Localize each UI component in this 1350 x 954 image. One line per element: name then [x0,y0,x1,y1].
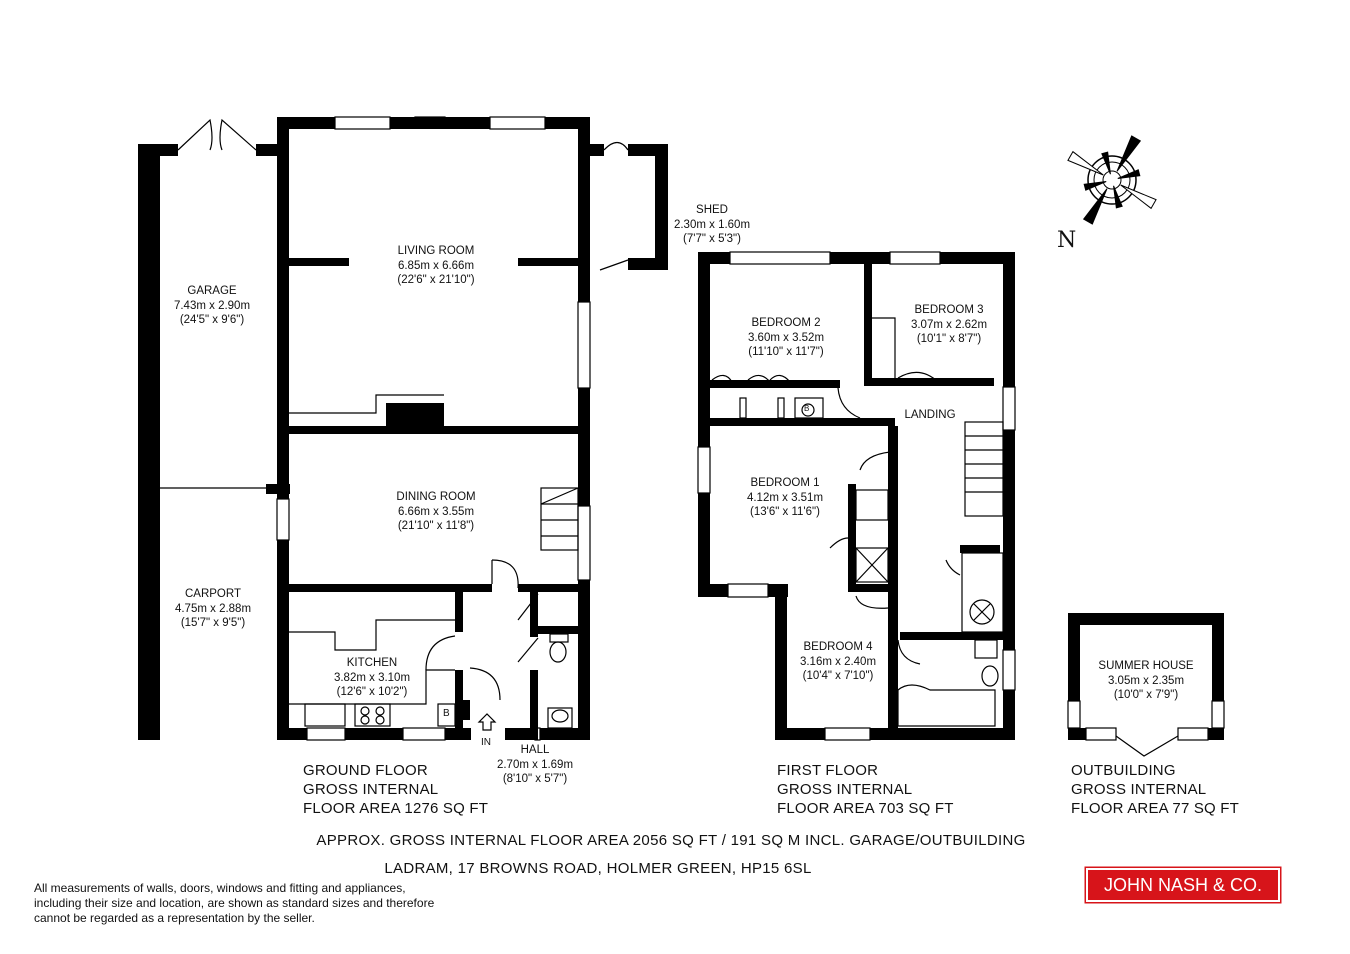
total-floor-area: APPROX. GROSS INTERNAL FLOOR AREA 2056 SQ FT / 191 SQ M INCL. GARAGE/OUTBUILDING [316,832,1026,849]
compass-rose-icon [1068,136,1156,224]
property-address: LADRAM, 17 BROWNS ROAD, HOLMER GREEN, HP15 6SL [384,860,812,877]
first-floor-area: FIRST FLOOR GROSS INTERNAL FLOOR AREA 703 SQ FT [777,762,954,817]
room-label-bedroom-2: BEDROOM 2 3.60m x 3.52m (11'10" x 11'7") [747,317,825,358]
room-label-shed: SHED 2.30m x 1.60m (7'7" x 5'3") [673,204,751,245]
boiler-marker-bedroom: B [804,404,810,413]
ground-floor-area: GROUND FLOOR GROSS INTERNAL FLOOR AREA 1276 SQ FT [303,762,489,817]
outbuilding-lines [1068,701,1224,756]
room-label-bedroom-4: BEDROOM 4 3.16m x 2.40m (10'4" x 7'10") [799,641,877,682]
room-label-carport: CARPORT 4.75m x 2.88m (15'7" x 9'5") [174,588,252,629]
entrance-marker: IN [481,737,491,748]
garage-outer-wall [138,144,160,740]
agent-logo: JOHN NASH & CO. [1088,870,1278,900]
bedroom-2-bottom-wall [710,380,840,388]
room-label-landing: LANDING [904,409,956,421]
room-label-garage: GARAGE 7.43m x 2.90m (24'5" x 9'6") [173,285,251,326]
disclaimer: All measurements of walls, doors, windows and fitting and appliances, including their size and location, are shown as standard sizes and therefore cannot be regarded as a representation by the seller. [34,881,435,925]
room-label-living-room: LIVING ROOM 6.85m x 6.66m (22'6" x 21'10") [397,245,475,286]
room-label-bedroom-1: BEDROOM 1 4.12m x 3.51m (13'6" x 11'6") [746,477,824,518]
room-label-hall: HALL 2.70m x 1.69m (8'10" x 5'7") [496,744,574,785]
room-label-dining-room: DINING ROOM 6.66m x 3.55m (21'10" x 11'8") [396,491,476,532]
outbuilding-floor-area: OUTBUILDING GROSS INTERNAL FLOOR AREA 77 SQ FT [1071,762,1240,817]
living-west-wall [277,117,289,499]
compass-north-label: N [1057,228,1077,253]
room-label-bedroom-3: BEDROOM 3 3.07m x 2.62m (10'1" x 8'7") [910,304,988,345]
room-label-kitchen: KITCHEN 3.82m x 3.10m (12'6" x 10'2") [333,657,411,698]
boiler-marker-kitchen: B [443,708,450,719]
room-label-summer-house: SUMMER HOUSE 3.05m x 2.35m (10'0" x 7'9") [1098,660,1194,701]
ground-floor-walls [138,117,668,740]
